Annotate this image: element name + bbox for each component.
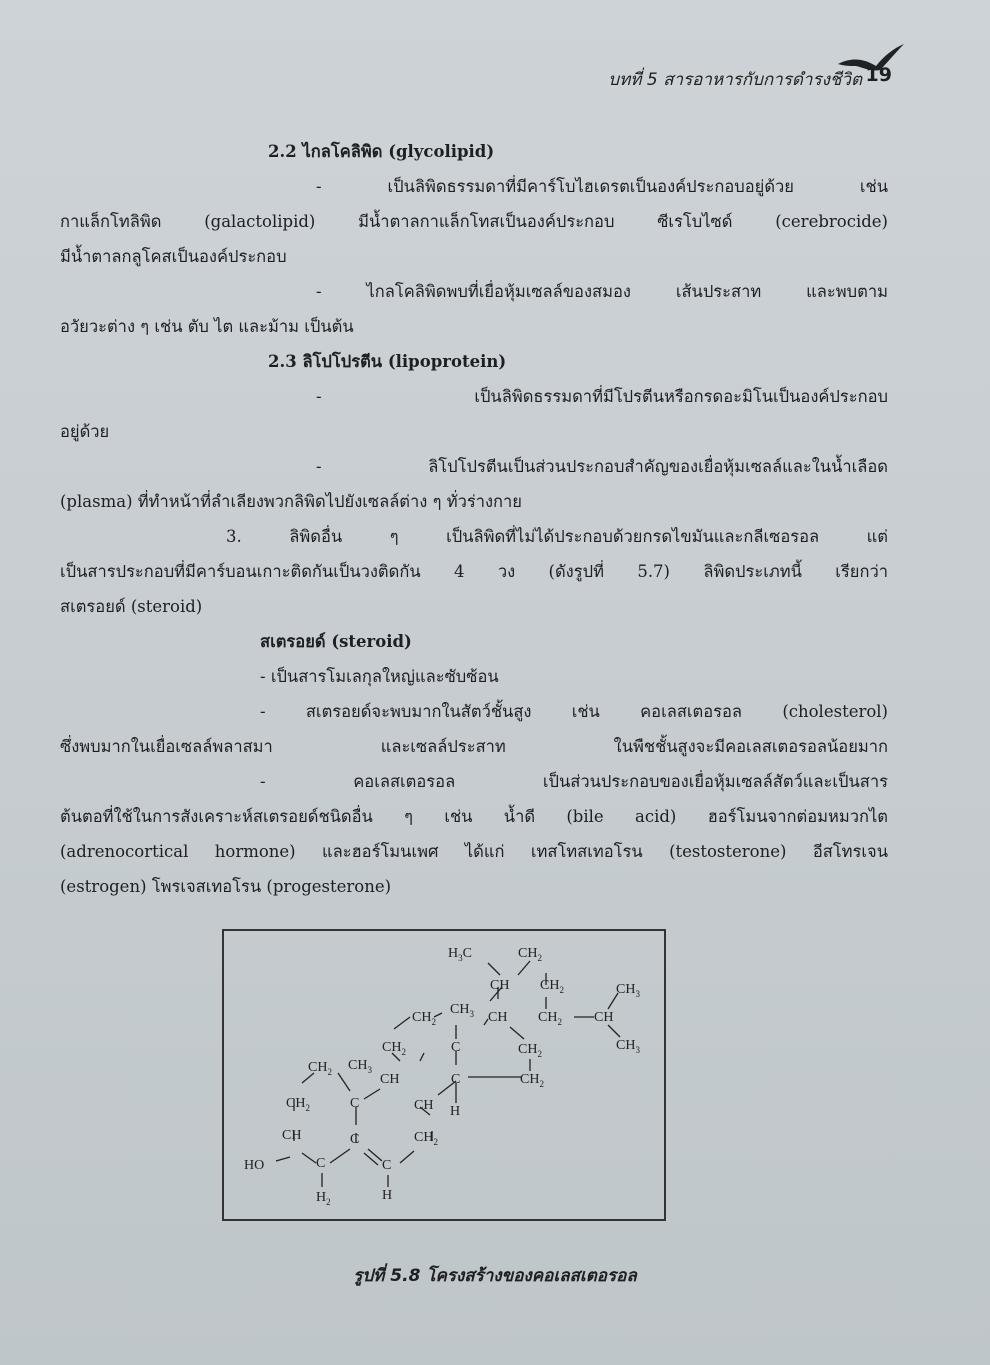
ch2-label: $CH_2$ <box>518 1042 542 1059</box>
h2-label: $H_2$ <box>316 1190 331 1207</box>
ch-label: CH <box>488 1010 508 1025</box>
paragraph-line: ต้นตอที่ใช้ในการสังเคราะห์สเตรอยด์ชนิดอื่น ๆ เช่น น้ำดี (bile acid) ฮอร์โมนจากต่อมหมวกไต <box>60 807 888 826</box>
ch-label: CH <box>414 1098 434 1113</box>
body-text <box>60 134 888 904</box>
ch-label: CH <box>490 978 510 993</box>
h-label: H <box>382 1188 393 1203</box>
ch2-label: $CH_2$ <box>538 1010 562 1027</box>
c-label: C <box>316 1156 326 1171</box>
paragraph-line: - เป็นลิพิดธรรมดาที่มีโปรตีนหรือกรดอะมิโนเป็นองค์ประกอบ <box>316 387 888 406</box>
subheading-steroid: สเตรอยด์ (steroid) <box>260 632 412 651</box>
running-header: บทที่ 5 สารอาหารกับการดำรงชีวิต <box>608 70 862 90</box>
c-label: C <box>350 1096 360 1111</box>
paragraph-line: - ลิโปโปรตีนเป็นส่วนประกอบสำคัญของเยื่อหุ้มเซลล์และในน้ำเลือด <box>316 457 888 476</box>
c-label: C <box>451 1072 461 1087</box>
h3c-label: $H_3C$ <box>448 946 472 963</box>
ch2-label: $CH_2$ <box>518 946 542 963</box>
c-label: C <box>382 1158 392 1173</box>
subheading-glycolipid: 2.2 ไกลโคลิพิด (glycolipid) <box>268 142 495 161</box>
page-number: 19 <box>865 64 892 86</box>
paragraph-line: - ไกลโคลิพิดพบที่เยื่อหุ้มเซลล์ของสมอง เส้นประสาท และพบตาม <box>316 282 888 301</box>
ch-label: CH <box>380 1072 400 1087</box>
ho-label: HO <box>244 1158 265 1173</box>
figure-caption: รูปที่ 5.8 โครงสร้างของคอเลสเตอรอล <box>353 1266 637 1286</box>
paragraph-line: - เป็นสารโมเลกุลใหญ่และซับซ้อน <box>260 667 499 686</box>
paragraph-line: (adrenocortical hormone) และฮอร์โมนเพศ ได้แก่ เทสโทสเทอโรน (testosterone) อีสโทรเจน <box>60 842 888 861</box>
ch-label: CH <box>594 1010 614 1025</box>
paragraph-line: - สเตรอยด์จะพบมากในสัตว์ชั้นสูง เช่น คอเลสเตอรอล (cholesterol) <box>260 702 888 721</box>
ch-label: CH <box>282 1128 302 1143</box>
section-other-lipids: 3. ลิพิดอื่น ๆ เป็นลิพิดที่ไม่ได้ประกอบด้วยกรดไขมันและกลีเซอรอล แต่ <box>226 527 888 546</box>
ch2-label: $CH_2$ <box>308 1060 332 1077</box>
paragraph-line: กาแล็กโทลิพิด (galactolipid) มีน้ำตาลกาแล็กโทสเป็นองค์ประกอบ ซีเรโบไซด์ (cerebrocide) <box>60 212 888 231</box>
ch3-label: $CH_3$ <box>450 1002 474 1019</box>
paragraph-line: (plasma) ที่ทำหน้าที่ลำเลียงพวกลิพิดไปยังเซลล์ต่าง ๆ ทั่วร่างกาย <box>60 492 522 511</box>
ch3-label: $CH_3$ <box>348 1058 372 1075</box>
ch2-label: $CH_2$ <box>414 1130 438 1147</box>
paragraph-line: (estrogen) โพรเจสเทอโรน (progesterone) <box>60 877 392 896</box>
ch2-label: $CH_2$ <box>412 1010 436 1027</box>
h-label: H <box>450 1104 461 1119</box>
ch2-label: $CH_2$ <box>540 978 564 995</box>
ch3-label: $CH_3$ <box>616 982 640 999</box>
paragraph-line: อวัยวะต่าง ๆ เช่น ตับ ไต และม้าม เป็นต้น <box>60 317 354 336</box>
paragraph-line: - เป็นลิพิดธรรมดาที่มีคาร์โบไฮเดรตเป็นองค์ประกอบอยู่ด้วย เช่น <box>316 177 888 196</box>
paragraph-line: เป็นสารประกอบที่มีคาร์บอนเกาะติดกันเป็นวงติดกัน 4 วง (ดังรูปที่ 5.7) ลิพิดประเภทนี้ เรียกว่า <box>60 562 888 581</box>
ch2-label: $CH_2$ <box>286 1096 310 1113</box>
cholesterol-structure-diagram <box>224 931 664 1219</box>
paragraph-line: อยู่ด้วย <box>60 422 110 441</box>
ch3-label: $CH_3$ <box>616 1038 640 1055</box>
c-label: C <box>350 1132 360 1147</box>
paragraph-line: สเตรอยด์ (steroid) <box>60 597 203 616</box>
paragraph-line: มีน้ำตาลกลูโคสเป็นองค์ประกอบ <box>60 247 287 266</box>
c-label: C <box>451 1040 461 1055</box>
ch2-label: $CH_2$ <box>520 1072 544 1089</box>
subheading-lipoprotein: 2.3 ลิโปโปรตีน (lipoprotein) <box>268 352 507 371</box>
paragraph-line: - คอเลสเตอรอล เป็นส่วนประกอบของเยื่อหุ้มเซลล์สัตว์และเป็นสาร <box>260 772 888 791</box>
cholesterol-structure-figure <box>222 929 666 1221</box>
ch2-label: $CH_2$ <box>382 1040 406 1057</box>
paragraph-line: ซึ่งพบมากในเยื่อเซลล์พลาสมา และเซลล์ประสาท ในพืชชั้นสูงจะมีคอเลสเตอรอลน้อยมาก <box>60 737 888 756</box>
